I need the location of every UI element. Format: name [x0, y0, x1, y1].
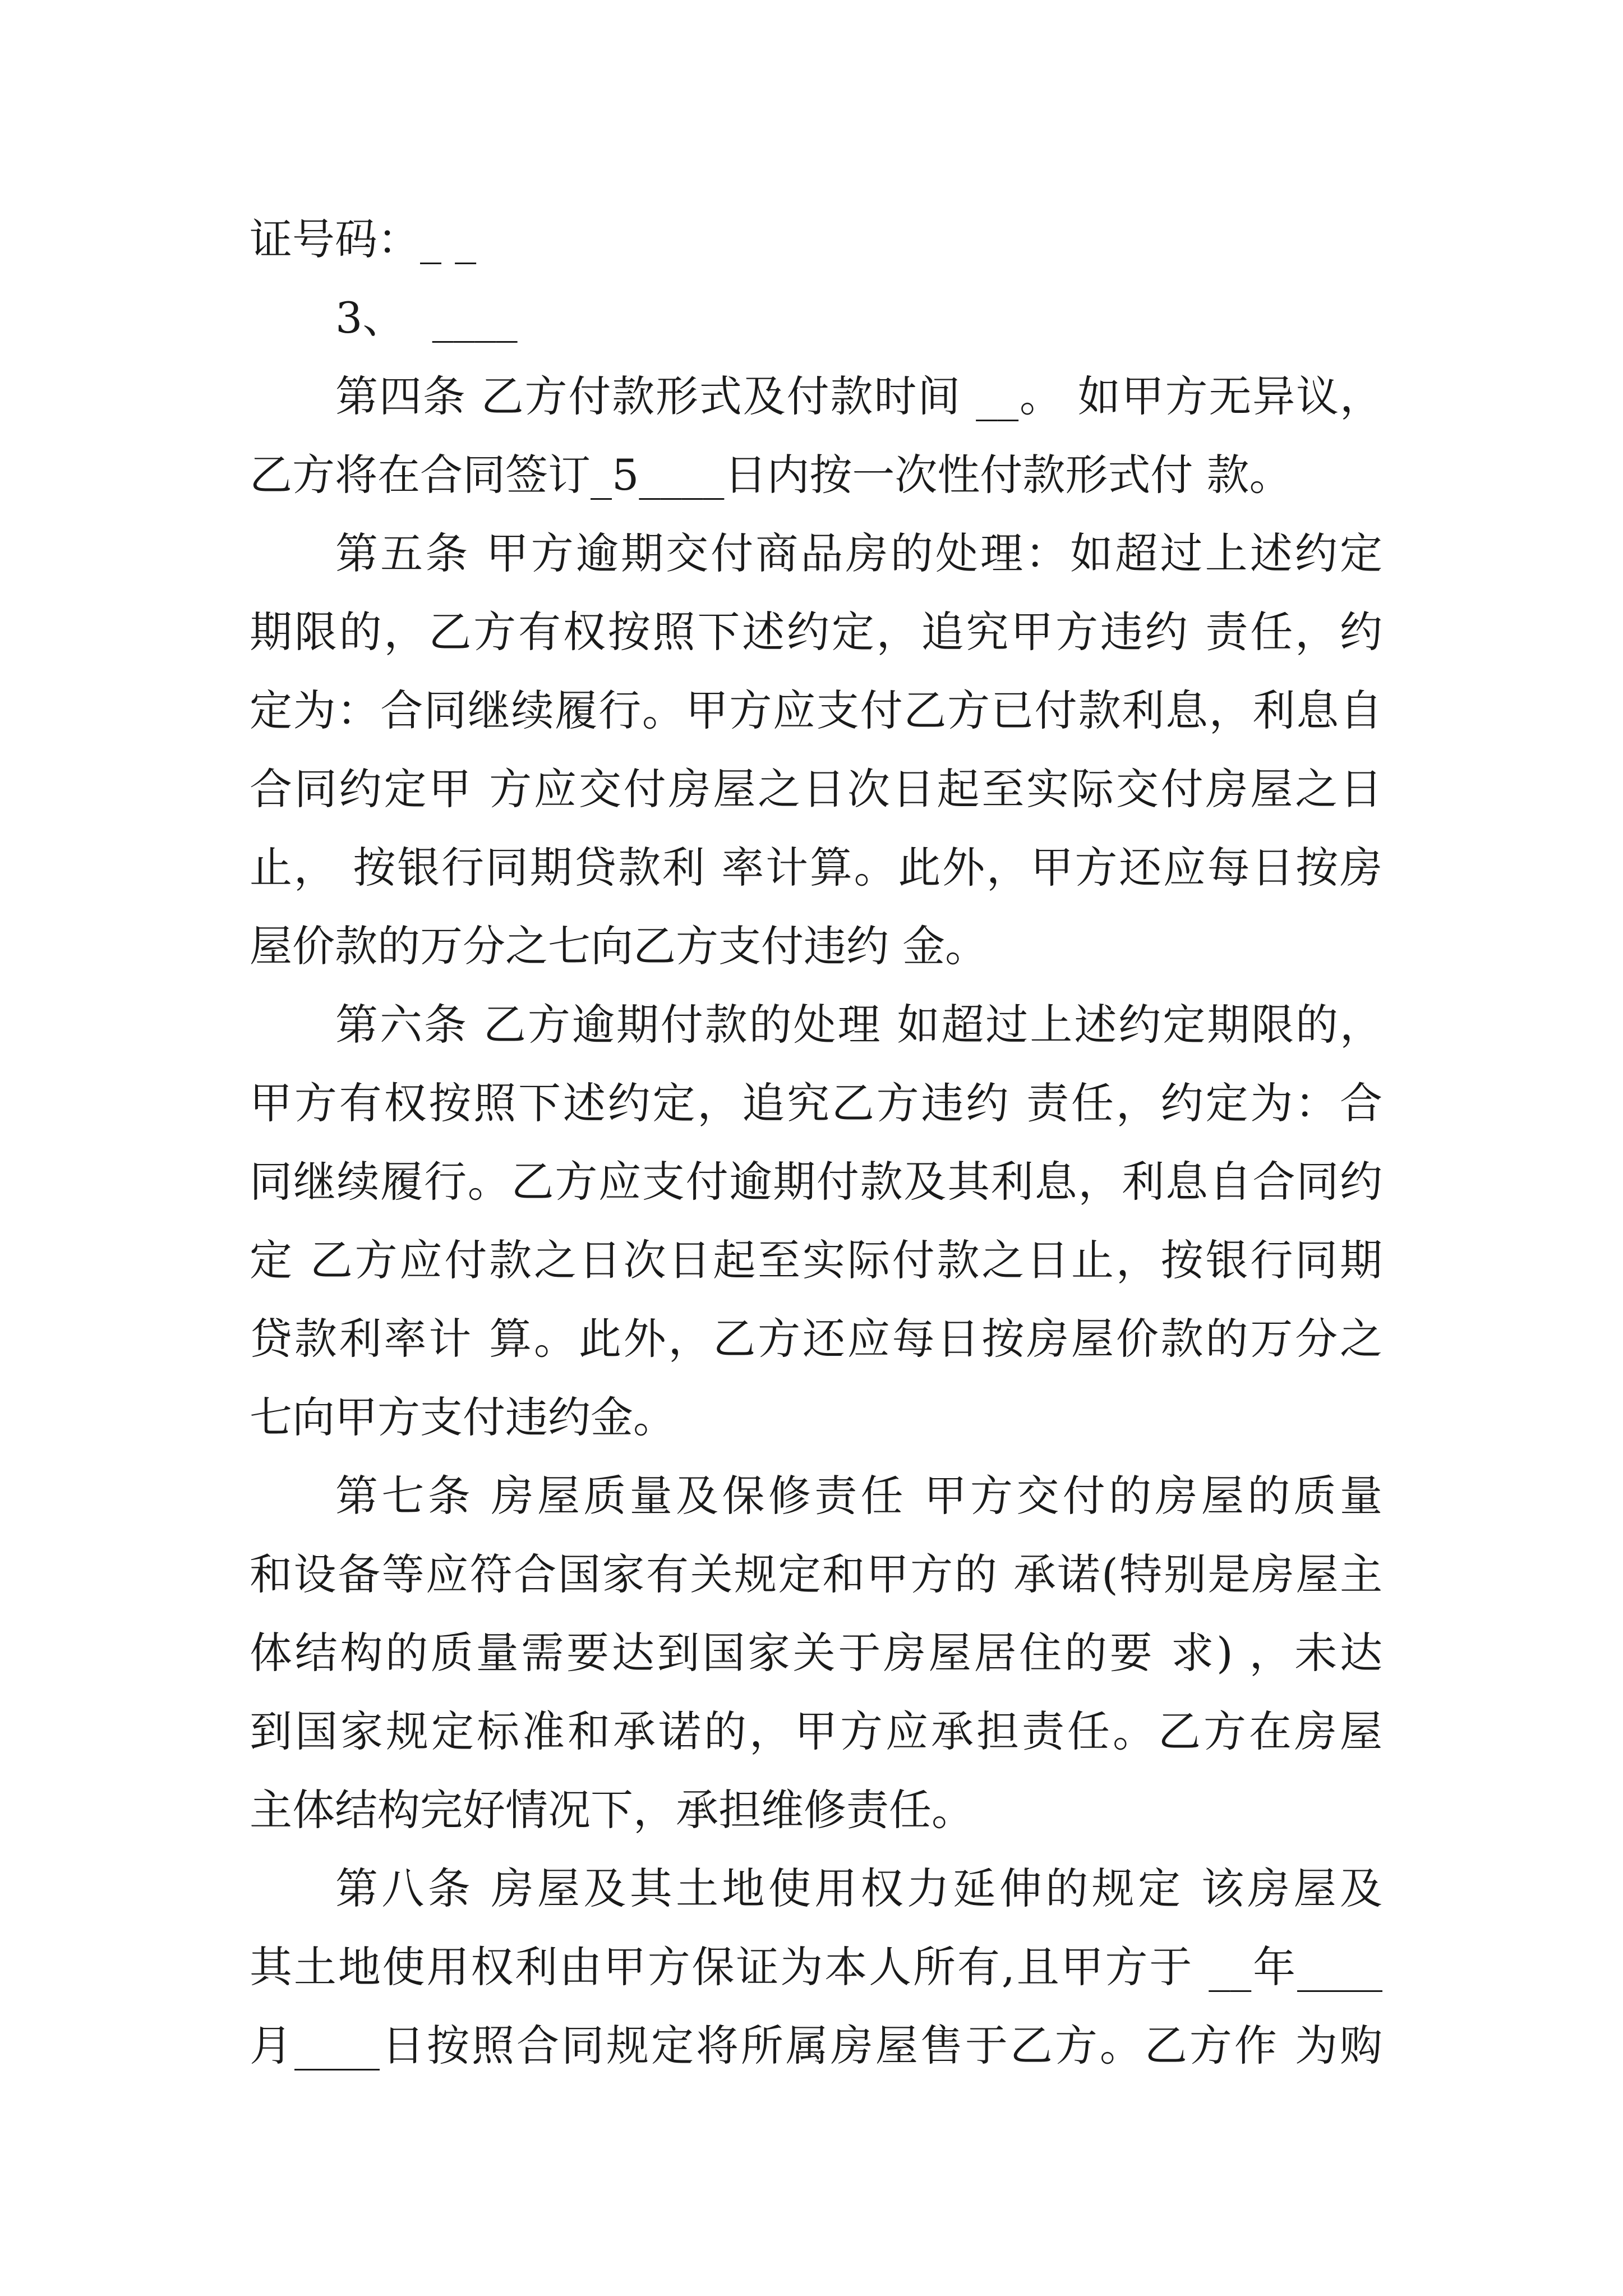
article-6-line-2: 甲方有权按照下述约定，追究乙方违约 责任，约定为：合	[250, 1078, 1382, 1128]
article-5-line-6: 屋价款的万分之七向乙方支付违约 金。	[250, 921, 988, 971]
article-4-heading-line: 第四条 乙方付款形式及付款时间 __。 如甲方无异议，	[335, 371, 1382, 421]
article-5-heading-line: 第五条 甲方逾期交付商品房的处理：如超过上述约定	[335, 528, 1382, 578]
article-7-line-2: 和设备等应符合国家有关规定和甲方的 承诺(特别是房屋主	[250, 1549, 1382, 1599]
article-7-line-3: 体结构的质量需要达到国家关于房屋居住的要 求) ，未达	[250, 1628, 1382, 1678]
article-7-line-5: 主体结构完好情况下，承担维修责任。	[250, 1785, 974, 1835]
article-6-line-6: 七向甲方支付违约金。	[250, 1392, 676, 1442]
article-8-line-2: 其土地使用权利由甲方保证为本人所有,且甲方于 __年____	[250, 1942, 1382, 1992]
article-8-line-3: 月____日按照合同规定将所属房屋售于乙方。乙方作 为购	[250, 2021, 1382, 2070]
article-5-line-2: 期限的，乙方有权按照下述约定，追究甲方违约 责任，约	[250, 607, 1382, 657]
article-7-heading-line: 第七条 房屋质量及保修责任 甲方交付的房屋的质量	[335, 1471, 1382, 1521]
article-5-line-4: 合同约定甲 方应交付房屋之日次日起至实际交付房屋之日	[250, 764, 1382, 814]
article-5-line-3: 定为：合同继续履行。甲方应支付乙方已付款利息，利息自	[250, 685, 1382, 735]
article-8-heading-line: 第八条 房屋及其土地使用权力延伸的规定 该房屋及	[335, 1864, 1382, 1913]
text-line-item-3: 3、 ____	[335, 293, 518, 343]
article-6-line-5: 贷款利率计 算。此外，乙方还应每日按房屋价款的万分之	[250, 1314, 1382, 1364]
text-line-id-number: 证号码：_ _	[250, 214, 477, 264]
article-4-line-2: 乙方将在合同签订_5____日内按一次性付款形式付 款。	[250, 450, 1292, 500]
article-6-heading-line: 第六条 乙方逾期付款的处理 如超过上述约定期限的，	[335, 1000, 1382, 1050]
article-6-line-4: 定 乙方应付款之日次日起至实际付款之日止，按银行同期	[250, 1235, 1382, 1285]
article-5-line-5: 止， 按银行同期贷款利 率计算。此外，甲方还应每日按房	[250, 843, 1382, 892]
article-7-line-4: 到国家规定标准和承诺的，甲方应承担责任。乙方在房屋	[250, 1706, 1382, 1756]
article-6-line-3: 同继续履行。乙方应支付逾期付款及其利息，利息自合同约	[250, 1157, 1382, 1207]
